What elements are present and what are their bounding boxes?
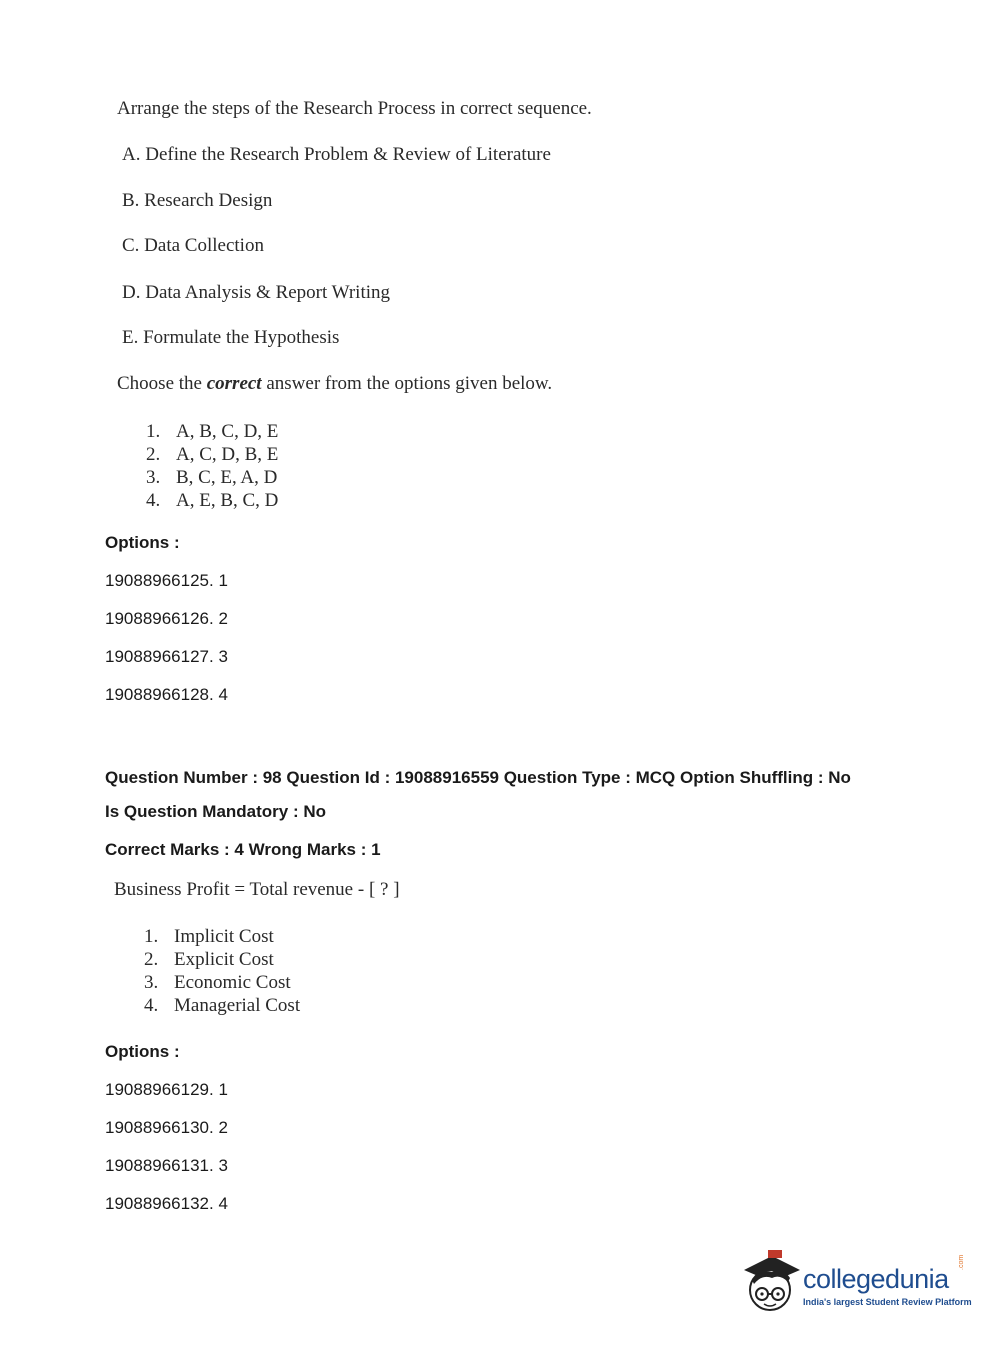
q2-meta-marks: Correct Marks : 4 Wrong Marks : 1 — [105, 840, 381, 859]
q2-answer-list — [144, 925, 300, 1017]
q1-answer-item: 1. A, B, C, D, E — [146, 421, 279, 442]
q1-option-1: 19088966125. 1 — [105, 571, 228, 590]
q2-options-label: Options : — [105, 1042, 180, 1061]
q2-stem: Business Profit = Total revenue - [ ? ] — [114, 879, 400, 900]
q1-option-3: 19088966127. 3 — [105, 647, 228, 666]
q1-step-d: D. Data Analysis & Report Writing — [122, 282, 391, 303]
q1-step-a: A. Define the Research Problem & Review of Literature — [122, 144, 551, 165]
q1-answer-item: 3. B, C, E, A, D — [146, 467, 278, 488]
q1-answer-item: 2. A, C, D, B, E — [146, 444, 279, 465]
q1-choose-instruction: Choose the correct answer from the options given below. — [117, 373, 553, 394]
logo-wordmark: collegedunia — [803, 1264, 949, 1294]
q2-option-2: 19088966130. 2 — [105, 1118, 228, 1137]
q1-step-e: E. Formulate the Hypothesis — [122, 327, 340, 348]
q2-answer-item: 1. Implicit Cost — [144, 926, 274, 947]
q1-option-4: 19088966128. 4 — [105, 685, 228, 704]
q1-stem: Arrange the steps of the Research Process in correct sequence. — [117, 98, 592, 119]
q2-answer-item: 3. Economic Cost — [144, 972, 291, 993]
q2-option-1: 19088966129. 1 — [105, 1080, 228, 1099]
q2-answer-item: 2. Explicit Cost — [144, 949, 274, 970]
q1-step-b: B. Research Design — [122, 190, 273, 211]
q2-answer-item: 4. Managerial Cost — [144, 995, 301, 1016]
q2-meta-question-info: Question Number : 98 Question Id : 19088916559 Question Type : MCQ Option Shuffling : No — [105, 768, 851, 787]
q1-answer-item: 4. A, E, B, C, D — [146, 490, 279, 511]
logo-tagline: India's largest Student Review Platform — [803, 1297, 972, 1307]
q1-step-c: C. Data Collection — [122, 235, 264, 256]
q2-meta-mandatory: Is Question Mandatory : No — [105, 802, 327, 821]
q1-answer-list — [146, 420, 278, 512]
logo-suffix: .com — [958, 1254, 965, 1270]
q2-option-4: 19088966132. 4 — [105, 1194, 228, 1213]
q1-options-label: Options : — [105, 533, 180, 552]
q2-option-3: 19088966131. 3 — [105, 1156, 228, 1175]
q1-option-2: 19088966126. 2 — [105, 609, 228, 628]
